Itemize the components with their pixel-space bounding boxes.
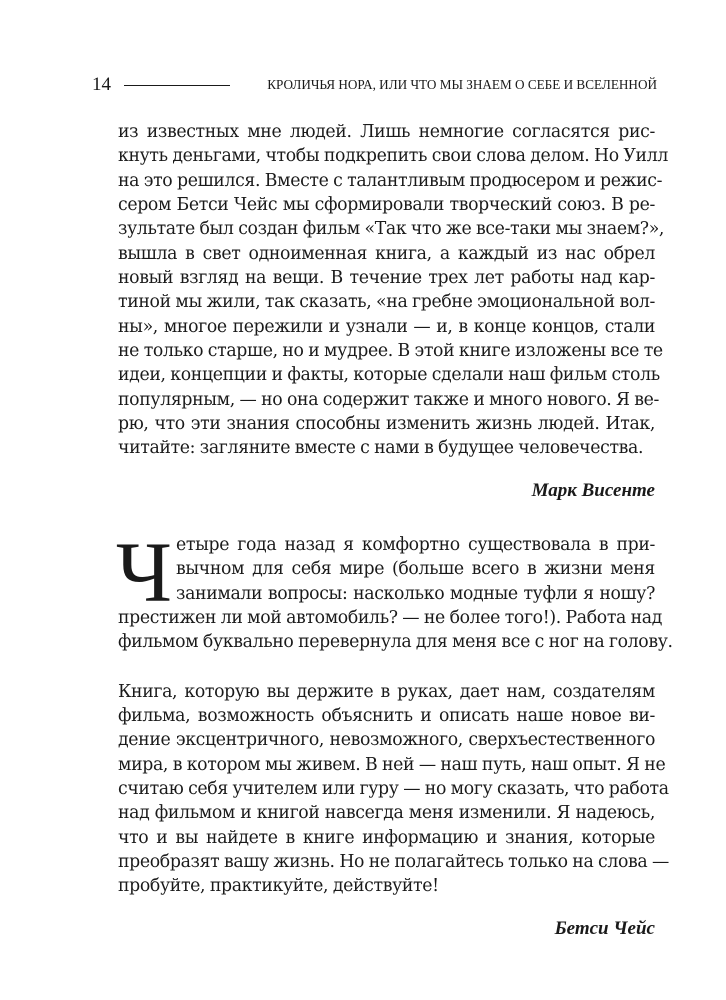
- author-signature-1: Марк Висенте: [531, 479, 655, 501]
- text-line: вычном для себя мире (больше всего в жизни меня: [176, 559, 655, 580]
- text-line: фильма, возможность объяснить и описать наше новое ви-: [118, 705, 655, 726]
- text-line: мира, в котором мы живем. В ней — наш путь, наш опыт. Я не: [118, 754, 666, 775]
- paragraph-2: [116, 523, 673, 655]
- text-line: считаю себя учителем или гуру — но могу сказать, что работа: [118, 778, 669, 799]
- text-line: престижен ли мой автомобиль? — не более того!). Работа над: [118, 607, 663, 628]
- text-line: идеи, концепции и факты, которые сделали наш фильм столь: [118, 365, 660, 386]
- text-line: рю, что эти знания способны изменить жизнь людей. Итак,: [118, 414, 655, 435]
- text-line: не только старше, но и мудрее. В этой книге изложены все те: [118, 341, 663, 362]
- paragraph-3: [118, 680, 669, 899]
- text-line: преобразят вашу жизнь. Но не полагайтесь только на слова —: [118, 851, 669, 872]
- author-signature-2: Бетси Чейс: [554, 917, 655, 939]
- running-title: КРОЛИЧЬЯ НОРА, ИЛИ ЧТО МЫ ЗНАЕМ О СЕБЕ И ВСЕЛЕННОЙ: [267, 77, 657, 92]
- text-line: фильмом буквально перевернула для меня все с ног на голову.: [118, 632, 673, 653]
- page-header: [92, 74, 657, 96]
- text-line: вышла в свет одноименная книга, а каждый из нас обрел: [118, 243, 655, 264]
- text-line: новый взгляд на вещи. В течение трех лет работы над кар-: [118, 268, 655, 289]
- text-line: зультате был создан фильм «Так что же все-таки мы знаем?»,: [118, 219, 665, 240]
- page-body: [116, 120, 673, 941]
- page-number: 14: [92, 74, 111, 95]
- text-line: читайте: загляните вместе с нами в будущее человечества.: [118, 438, 644, 459]
- text-line: етыре года назад я комфортно существовала в при-: [176, 534, 655, 555]
- text-line: тиной мы жили, так сказать, «на гребне эмоциональной вол-: [118, 292, 655, 313]
- text-line: популярным, — но она содержит также и много нового. Я ве-: [118, 389, 660, 410]
- text-line: над фильмом и книгой навсегда меня изменили. Я надеюсь,: [118, 803, 655, 824]
- text-line: ны», многое пережили и узнали — и, в конце концов, стали: [118, 316, 655, 337]
- text-line: кнуть деньгами, чтобы подкрепить свои слова делом. Но Уилл: [118, 146, 668, 167]
- text-line: занимали вопросы: насколько модные туфли я ношу?: [176, 583, 655, 604]
- header-rule: [124, 85, 230, 86]
- paragraph-1: [118, 120, 668, 461]
- text-line: сером Бетси Чейс мы сформировали творческий союз. В ре-: [118, 195, 655, 216]
- text-line: на это решился. Вместе с талантливым продюсером и режис-: [118, 170, 663, 191]
- text-line: из известных мне людей. Лишь немногие согласятся рис-: [118, 122, 655, 142]
- text-line: пробуйте, практикуйте, действуйте!: [118, 876, 439, 897]
- text-line: дение эксцентричного, невозможного, сверхъестественного: [118, 730, 655, 751]
- drop-cap: Ч: [116, 523, 172, 620]
- text-line: Книга, которую вы держите в руках, дает нам, создателям: [118, 681, 655, 702]
- text-line: что и вы найдете в книге информацию и знания, которые: [118, 827, 655, 848]
